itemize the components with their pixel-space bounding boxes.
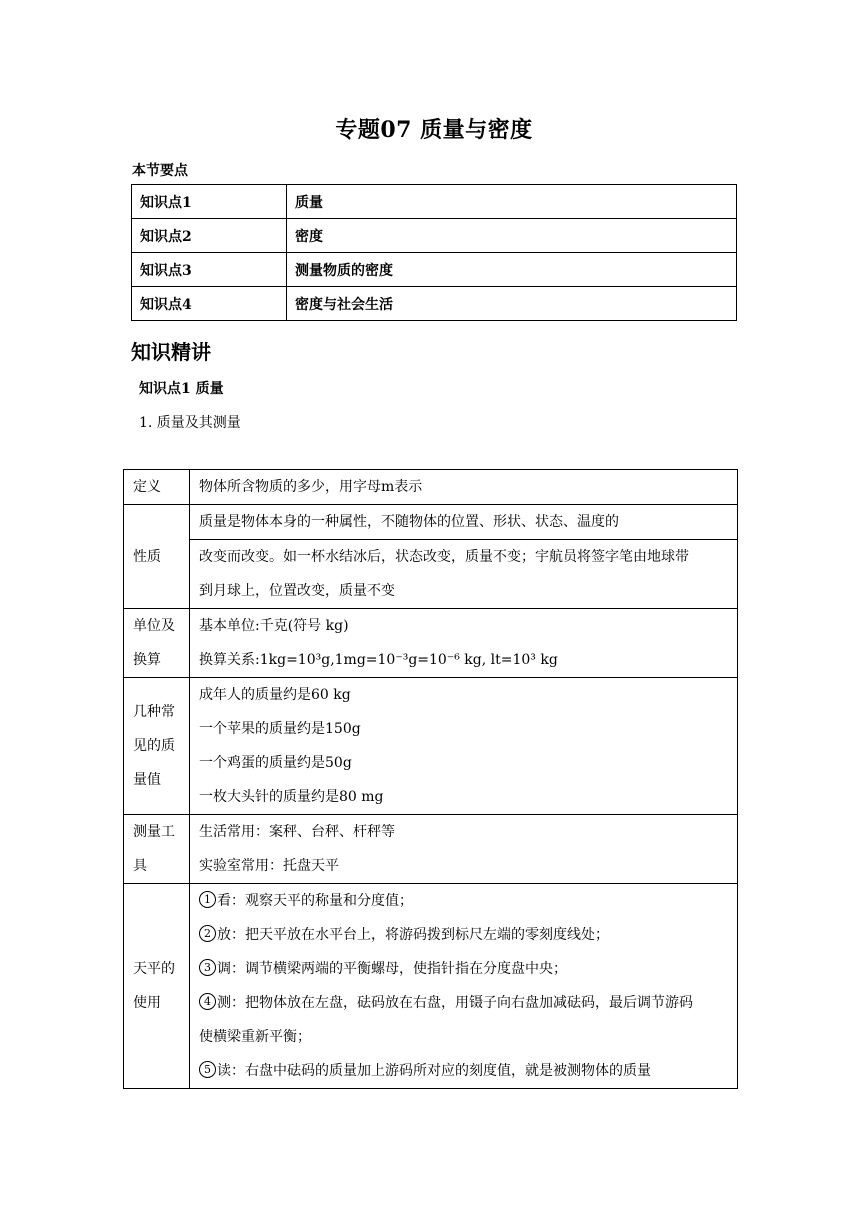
row-content (190, 470, 738, 505)
label-line: 天平的 (133, 961, 175, 977)
key-point-topic: 密度与社会生活 (287, 287, 737, 321)
label-line: 换算 (133, 652, 161, 668)
knowledge-point-heading: 知识点1 质量 (139, 381, 224, 397)
tools-line: 实验室常用：托盘天平 (199, 858, 339, 874)
step-number-circle: 4 (199, 993, 216, 1010)
table-row (124, 884, 738, 1089)
table-row (132, 185, 737, 219)
step-text: 放：把天平放在水平台上，将游码拨到标尺左端的零刻度线处； (217, 927, 609, 943)
key-point-label: 知识点2 (132, 219, 287, 253)
key-point-label: 知识点3 (132, 253, 287, 287)
label-line: 几种常 (133, 704, 175, 720)
table-row (124, 505, 738, 609)
balance-step (199, 918, 737, 952)
definition-text: 物体所含物质的多少，用字母m表示 (199, 479, 423, 495)
balance-step-continuation: 使横梁重新平衡； (199, 1029, 311, 1045)
step-number-circle: 2 (199, 925, 216, 942)
label-line: 见的质 (133, 738, 175, 754)
common-value-line: 成年人的质量约是60 kg (199, 687, 351, 703)
common-value-line: 一个苹果的质量约是150g (199, 721, 361, 737)
label-line: 测量工 (133, 824, 175, 840)
page-title: 专题07 质量与密度 (335, 117, 533, 143)
step-text: 测：把物体放在左盘，砝码放在右盘，用镊子向右盘加减砝码，最后调节游码 (217, 995, 693, 1011)
label-line: 使用 (133, 995, 161, 1011)
section-heading: 知识精讲 (131, 340, 211, 364)
label-line: 单位及 (133, 618, 175, 634)
key-point-topic: 测量物质的密度 (287, 253, 737, 287)
step-number-circle: 1 (199, 891, 216, 908)
units-line: 换算关系:1kg=10³g,1mg=10⁻³g=10⁻⁶ kg, lt=10³ kg (199, 652, 558, 668)
label-line: 量值 (133, 772, 161, 788)
property-line: 质量是物体本身的一种属性，不随物体的位置、形状、状态、温度的 (190, 505, 737, 540)
common-value-line: 一枚大头针的质量约是80 mg (199, 789, 384, 805)
label-line: 具 (133, 858, 147, 874)
subsection-heading: 1. 质量及其测量 (139, 415, 241, 431)
mass-table (123, 469, 738, 1089)
step-number-circle: 5 (199, 1061, 216, 1078)
row-label-tools (124, 815, 190, 884)
common-value-line: 一个鸡蛋的质量约是50g (199, 755, 352, 771)
step-text: 调：调节横梁两端的平衡螺母，使指针指在分度盘中央； (217, 961, 567, 977)
table-row (132, 287, 737, 321)
row-content (190, 884, 738, 1089)
row-label-units (124, 609, 190, 678)
key-point-topic: 密度 (287, 219, 737, 253)
balance-step (199, 952, 737, 986)
row-label-common-values (124, 678, 190, 815)
section-label: 本节要点 (132, 163, 188, 179)
table-row (124, 815, 738, 884)
row-label-balance (124, 884, 190, 1089)
step-text: 看：观察天平的称量和分度值； (217, 893, 413, 909)
balance-step (199, 1054, 737, 1088)
tools-line: 生活常用：案秤、台秤、杆秤等 (199, 824, 395, 840)
table-row (132, 253, 737, 287)
row-label-definition: 定义 (124, 470, 190, 505)
property-line: 改变而改变。如一杯水结冰后，状态改变，质量不变；宇航员将签字笔由地球带 (199, 549, 689, 565)
row-content (190, 505, 738, 609)
step-number-circle: 3 (199, 959, 216, 976)
balance-step (199, 884, 737, 918)
key-points-table (131, 184, 737, 321)
row-content (190, 815, 738, 884)
key-point-label: 知识点4 (132, 287, 287, 321)
row-content (190, 609, 738, 678)
key-point-label: 知识点1 (132, 185, 287, 219)
table-row (132, 219, 737, 253)
units-line: 基本单位:千克(符号 kg) (199, 618, 349, 634)
table-row (124, 470, 738, 505)
table-row (124, 678, 738, 815)
key-point-topic: 质量 (287, 185, 737, 219)
property-line: 到月球上，位置改变，质量不变 (199, 583, 395, 599)
row-label-property: 性质 (124, 505, 190, 609)
step-text: 读：右盘中砝码的质量加上游码所对应的刻度值，就是被测物体的质量 (217, 1063, 651, 1079)
table-row (124, 609, 738, 678)
balance-step (199, 986, 737, 1020)
row-content (190, 678, 738, 815)
